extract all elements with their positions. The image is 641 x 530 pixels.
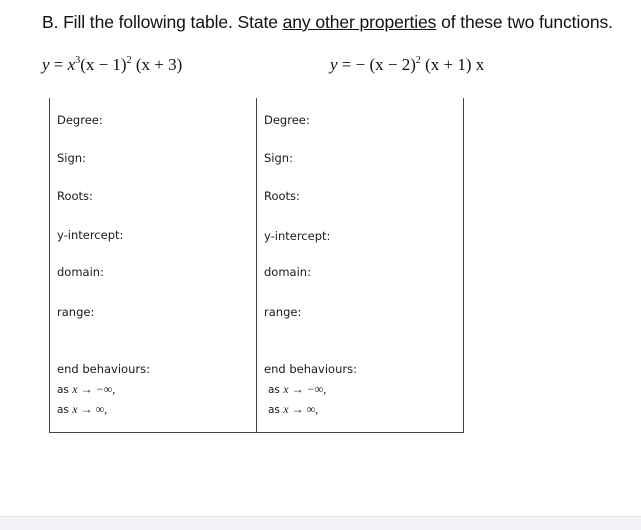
left-as-pos-infinity: as x → ∞, bbox=[57, 402, 108, 416]
right-end-behaviours-label: end behaviours: bbox=[264, 362, 357, 376]
eq-right-p2: (x + 1) x bbox=[420, 55, 485, 74]
left-y-intercept-label: y-intercept: bbox=[57, 228, 124, 242]
eq-right-equals: = bbox=[341, 55, 352, 74]
right-as-neg-infinity: as x → −∞, bbox=[268, 382, 327, 396]
eq-left-lhs: y bbox=[42, 55, 50, 74]
equation-left bbox=[42, 55, 182, 75]
eq-right-p1: − (x − 2) bbox=[355, 55, 416, 74]
right-range-label: range: bbox=[264, 305, 302, 319]
equation-right bbox=[330, 55, 484, 75]
eq-left-p2: (x − 1) bbox=[80, 55, 127, 74]
properties-table bbox=[49, 98, 464, 433]
eq-right-lhs: y bbox=[330, 55, 338, 74]
left-degree-label: Degree: bbox=[57, 113, 103, 127]
left-domain-label: domain: bbox=[57, 265, 104, 279]
right-as-pos-infinity: as x → ∞, bbox=[268, 402, 319, 416]
question-heading bbox=[42, 12, 613, 33]
left-sign-label: Sign: bbox=[57, 151, 86, 165]
eq-left-equals: = bbox=[53, 55, 64, 74]
eq-right-p1-exp: 2 bbox=[415, 55, 421, 66]
right-y-intercept-label: y-intercept: bbox=[264, 229, 331, 243]
left-as-neg-infinity: as x → −∞, bbox=[57, 382, 116, 396]
eq-left-p3: (x + 3) bbox=[131, 55, 183, 74]
right-degree-label: Degree: bbox=[264, 113, 310, 127]
left-range-label: range: bbox=[57, 305, 95, 319]
right-sign-label: Sign: bbox=[264, 151, 293, 165]
left-end-behaviours-label: end behaviours: bbox=[57, 362, 150, 376]
heading-underlined: any other properties bbox=[282, 12, 437, 32]
eq-left-p2-exp: 2 bbox=[126, 55, 132, 66]
eq-left-p1: x bbox=[67, 55, 76, 74]
left-roots-label: Roots: bbox=[57, 189, 93, 203]
heading-prefix: B. Fill the following table. State bbox=[42, 12, 283, 32]
right-domain-label: domain: bbox=[264, 265, 311, 279]
eq-left-p1-exp: 3 bbox=[75, 55, 81, 66]
right-roots-label: Roots: bbox=[264, 189, 300, 203]
heading-suffix: of these two functions. bbox=[436, 12, 613, 32]
bottom-bar bbox=[0, 516, 641, 530]
column-divider bbox=[256, 98, 257, 432]
